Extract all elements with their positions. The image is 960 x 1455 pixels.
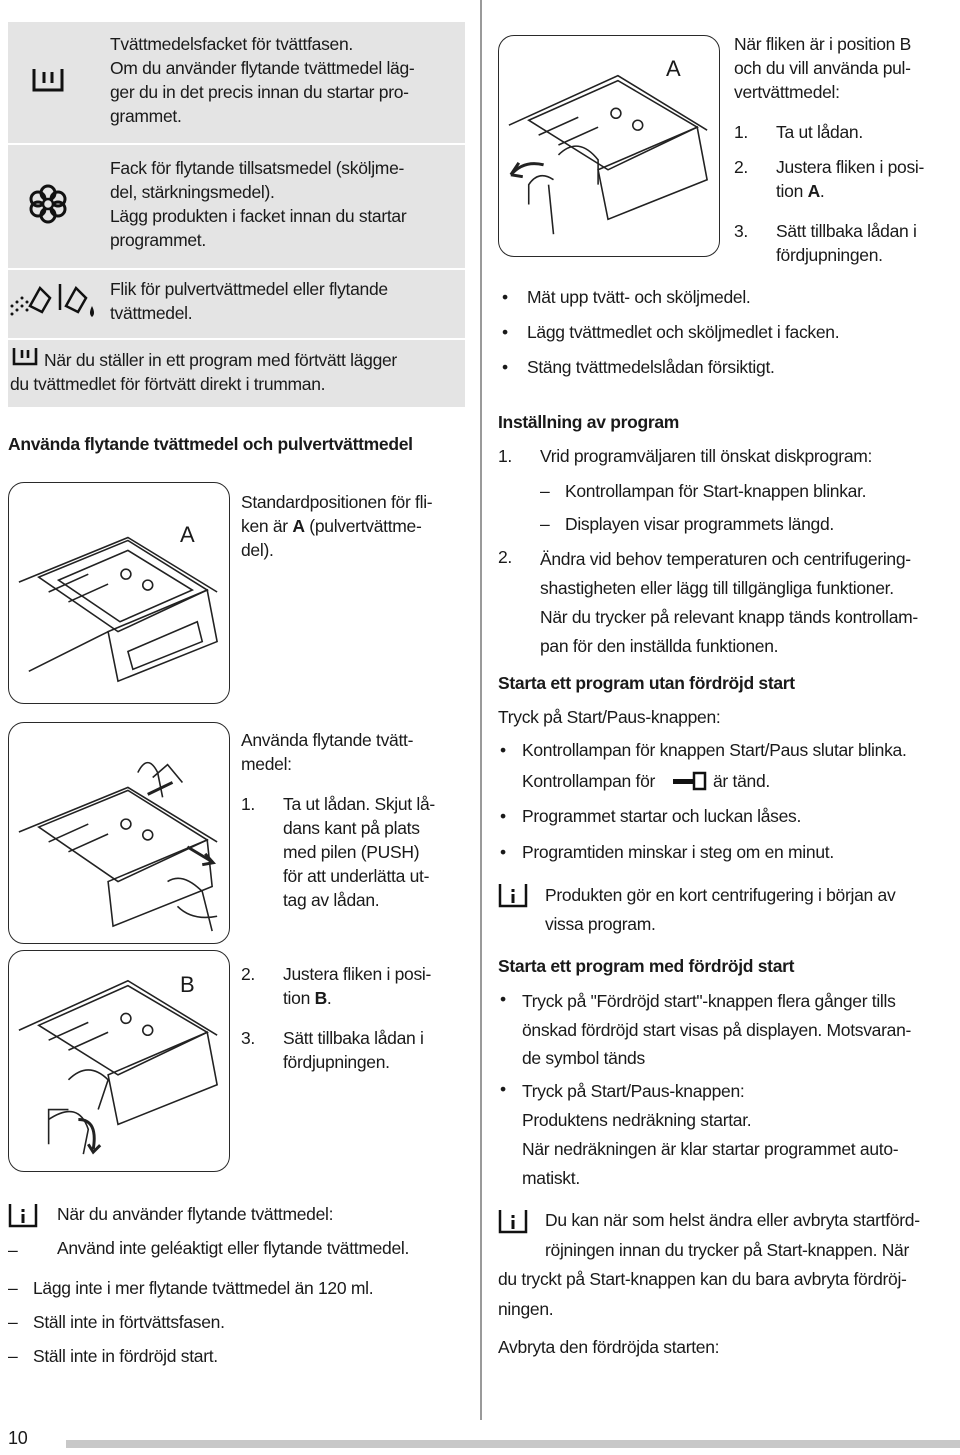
text-line: När nedräkningen är klar startar programmet auto-	[522, 1139, 899, 1159]
text-line: Justera fliken i posi-	[776, 157, 925, 177]
text-line: och du vill använda pul-	[734, 58, 911, 78]
figure-label-a: A	[666, 56, 681, 81]
dash-bullet: –	[8, 1346, 18, 1366]
fig4-step2	[776, 155, 924, 203]
row-separator	[8, 338, 465, 340]
page-number: 10	[8, 1428, 28, 1448]
text-line: Använda flytande tvätt-	[241, 730, 414, 750]
text-line: dans kant på plats	[283, 818, 420, 838]
section-heading: Använda flytande tvättmedel och pulvertvättmedel	[8, 434, 413, 454]
dash-bullet: –	[8, 1312, 18, 1332]
text-line: tag av lådan.	[283, 890, 380, 910]
dash-bullet: –	[540, 481, 550, 501]
text-line: Tvättmedelsfacket för tvättfasen.	[110, 34, 353, 54]
list-item: Programmet startar och luckan låses.	[522, 806, 802, 826]
text-line: matiskt.	[522, 1168, 580, 1188]
text-line: Flik för pulvertvättmedel eller flytande	[110, 279, 388, 299]
text-line: tvättmedel.	[110, 303, 193, 323]
bullet-dot: •	[502, 287, 509, 307]
text-line: ken är A (pulvertvättme-	[241, 516, 422, 536]
fig4-step3	[776, 219, 917, 267]
fig3-step2	[283, 962, 431, 1010]
info-icon	[8, 1202, 38, 1232]
row-separator	[8, 268, 465, 270]
figure-label-a: A	[180, 522, 195, 547]
text-line: programmet.	[110, 230, 206, 250]
step-number: 1.	[734, 122, 748, 142]
section-heading: Inställning av program	[498, 412, 680, 432]
bullet-dot: •	[500, 989, 507, 1009]
text-line: röjningen innan du trycker på Start-knappen. När	[545, 1239, 910, 1260]
text-line: Sätt tillbaka lådan i	[776, 221, 917, 241]
text-line: fördjupningen.	[283, 1052, 390, 1072]
list-item: Lägg tvättmedlet och sköljmedlet i facken.	[527, 322, 840, 342]
dash-bullet: –	[8, 1240, 18, 1260]
section-heading: Starta ett program utan fördröjd start	[498, 673, 795, 693]
fig2-caption	[241, 728, 413, 776]
text-line: de symbol tänds	[522, 1048, 645, 1068]
step-number: 1.	[498, 446, 512, 466]
drawer-flap-a-illustration	[498, 35, 720, 257]
text-line: Ta ut lådan. Skjut lå-	[283, 794, 435, 814]
text-line: med pilen (PUSH)	[283, 842, 420, 862]
text-line: shastigheten eller lägg till tillgängliga funktioner.	[540, 578, 894, 598]
fig4-step1: Ta ut lådan.	[776, 122, 863, 142]
settings-step2	[540, 545, 918, 661]
step-number: 3.	[734, 221, 748, 241]
text-line: för att underlätta ut-	[283, 866, 430, 886]
cancel-text: Avbryta den fördröjda starten:	[498, 1337, 720, 1357]
fig1-caption	[241, 490, 432, 562]
table-note	[10, 348, 397, 396]
text-line: Lägg produkten i facket innan du startar	[110, 206, 407, 226]
list-item: Stäng tvättmedelslådan försiktigt.	[527, 357, 775, 377]
info-item: Använd inte geléaktigt eller flytande tvättmedel.	[57, 1238, 410, 1258]
step-number: 1.	[241, 794, 255, 814]
drawer-illustration-a	[8, 482, 230, 704]
text-line: grammet.	[110, 106, 182, 126]
settings-step1: Vrid programväljaren till önskat diskprogram:	[540, 446, 873, 466]
list-item: Mät upp tvätt- och sköljmedel.	[527, 287, 751, 307]
info-icon	[498, 882, 528, 912]
table-row-2-text	[110, 156, 406, 252]
text-line: Du kan när som helst ändra eller avbryta startförd-	[545, 1210, 920, 1230]
text-line: medel:	[241, 754, 292, 774]
text-line: vissa program.	[545, 914, 656, 934]
text-line: Om du använder flytande tvättmedel läg-	[110, 58, 415, 78]
info-item: Ställ inte in fördröjd start.	[33, 1346, 218, 1366]
text-line: När du trycker på relevant knapp tänds kontrollam-	[540, 607, 918, 627]
text-line: Ändra vid behov temperaturen och centrifugering-	[540, 549, 911, 569]
list-item: Programtiden minskar i steg om en minut.	[522, 842, 834, 862]
text-line: Tryck på "Fördröjd start"-knappen flera gånger tills	[522, 991, 896, 1011]
powder-liquid-flap-icon	[8, 280, 104, 320]
step-number: 2.	[498, 547, 512, 567]
fig3-step3	[283, 1026, 424, 1074]
row-separator	[8, 143, 465, 145]
text-line: du tryckt på Start-knappen kan du bara avbryta fördröj-	[498, 1269, 907, 1289]
list-item: Displayen visar programmets längd.	[565, 514, 834, 534]
info-title: När du använder flytande tvättmedel:	[57, 1204, 334, 1224]
info-item: Ställ inte in förtvättsfasen.	[33, 1312, 225, 1332]
text-line: Fack för flytande tillsatsmedel (sköljme-	[110, 158, 405, 178]
prewash-compartment-icon	[30, 66, 66, 96]
text-line: du tvättmedlet för förtvätt direkt i trumman.	[10, 374, 326, 394]
text-line: del, stärkningsmedel).	[110, 182, 275, 202]
footer-rule	[66, 1440, 960, 1448]
column-divider	[480, 0, 482, 1420]
info-text	[545, 881, 895, 939]
flower-softener-icon	[26, 182, 70, 226]
list-item: Kontrollampan för Start-knappen blinkar.	[565, 481, 867, 501]
bullet-dot: •	[502, 322, 509, 342]
table-row-3-text	[110, 277, 388, 325]
text-line: Sätt tillbaka lådan i	[283, 1028, 424, 1048]
info-text	[498, 1206, 920, 1324]
text-line: tion A.	[776, 181, 825, 201]
drawer-flap-b-illustration	[8, 950, 230, 1172]
bullet-dot: •	[502, 357, 509, 377]
info-item: Lägg inte i mer flytande tvättmedel än 120 ml.	[33, 1278, 374, 1298]
step-number: 2.	[241, 964, 255, 984]
text-line: vertvättmedel:	[734, 82, 840, 102]
text-line: När du ställer in ett program med förtvätt lägger	[44, 350, 397, 370]
fig2-step1	[283, 792, 435, 912]
text-line: del).	[241, 540, 274, 560]
text-line: Produktens nedräkning startar.	[522, 1110, 752, 1130]
text-line: Tryck på Start/Paus-knappen:	[522, 1081, 745, 1101]
text-line: ger du in det precis innan du startar pro-	[110, 82, 409, 102]
step-number: 2.	[734, 157, 748, 177]
text-line: Produkten gör en kort centrifugering i början av	[545, 885, 896, 905]
list-item: är tänd.	[713, 771, 770, 791]
list-item: Kontrollampan för knappen Start/Paus slutar blinka.	[522, 740, 907, 760]
bullet-dot: •	[500, 842, 507, 862]
text-line: önskad fördröjd start visas på displayen. Motsvaran-	[522, 1019, 912, 1040]
step-number: 3.	[241, 1028, 255, 1048]
intro-text: Tryck på Start/Paus-knappen:	[498, 707, 721, 727]
dash-bullet: –	[540, 514, 550, 534]
section-heading: Starta ett program med fördröjd start	[498, 956, 795, 976]
delay-bullet-2	[522, 1077, 898, 1193]
text-line: tion B.	[283, 988, 332, 1008]
text-line: Standardpositionen för fli-	[241, 492, 433, 512]
text-line: ningen.	[498, 1298, 554, 1319]
text-line: fördjupningen.	[776, 245, 883, 265]
delay-bullet-1	[522, 987, 911, 1073]
bullet-dot: •	[500, 806, 507, 826]
lock-key-icon	[672, 771, 710, 791]
text-line: Justera fliken i posi-	[283, 964, 432, 984]
bullet-dot: •	[500, 1079, 507, 1099]
figure-label-b: B	[180, 972, 195, 997]
fig4-caption	[734, 32, 911, 104]
table-row-1-text	[110, 32, 414, 128]
list-item: Kontrollampan för	[522, 771, 656, 791]
text-line: När fliken är i position B	[734, 34, 912, 54]
text-line: pan för den inställda funktionen.	[540, 636, 779, 656]
bullet-dot: •	[500, 740, 507, 760]
dash-bullet: –	[8, 1278, 18, 1298]
drawer-push-illustration	[8, 722, 230, 944]
